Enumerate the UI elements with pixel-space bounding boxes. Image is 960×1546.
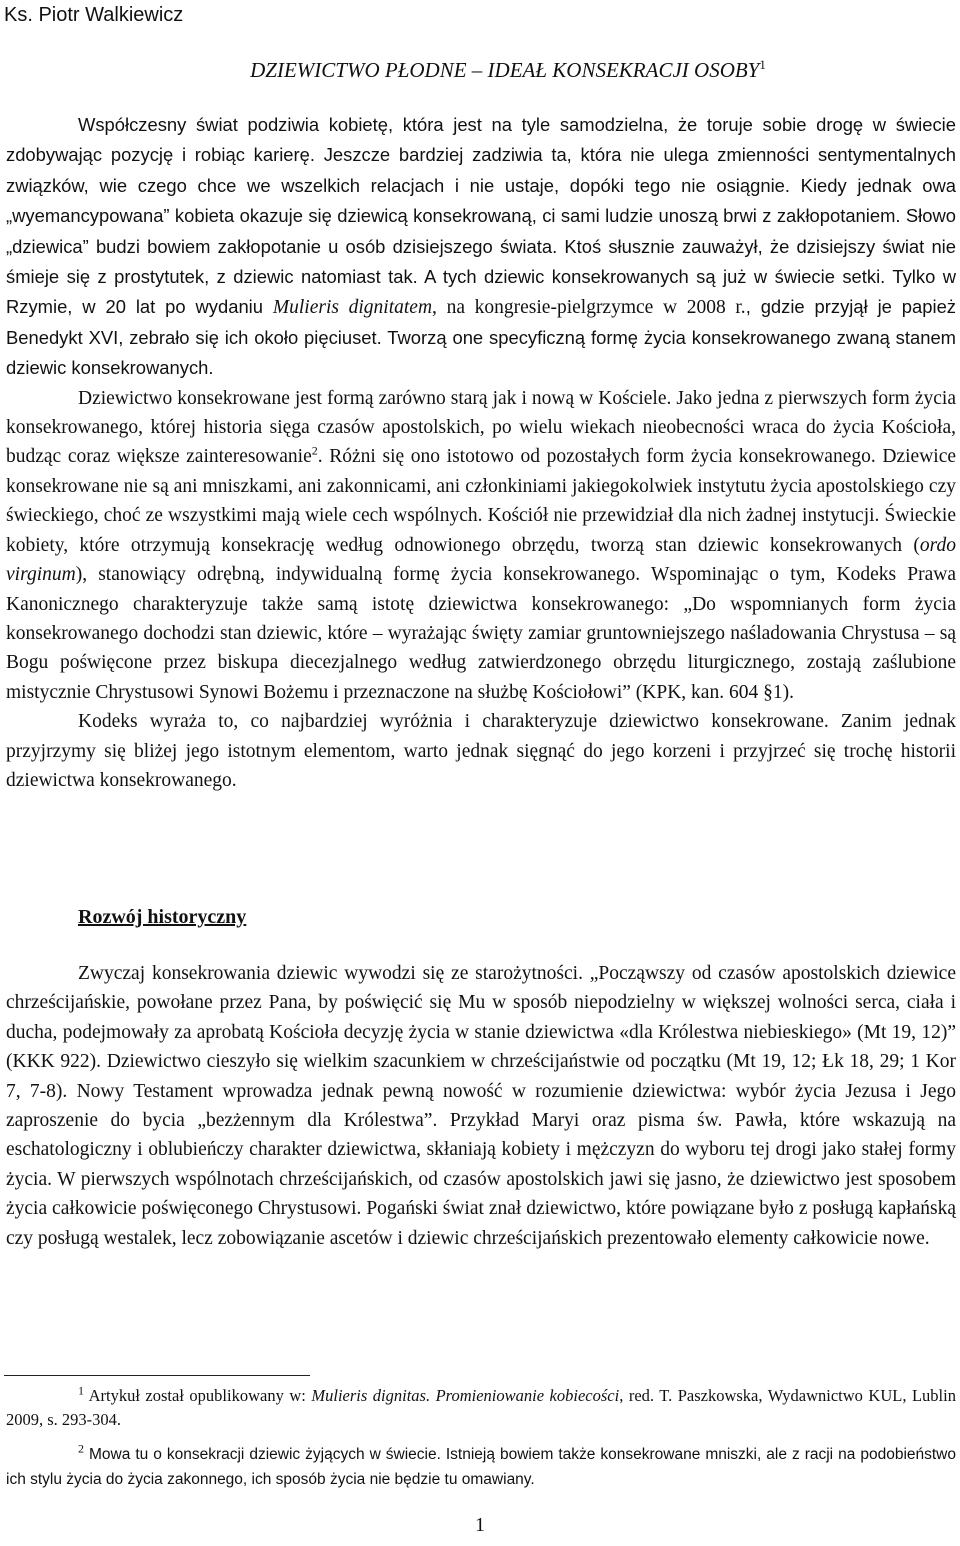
footnote-1-number: 1 — [78, 1383, 84, 1398]
article-title — [0, 56, 960, 84]
footnotes — [6, 1384, 956, 1492]
title-footnote-ref[interactable]: 1 — [759, 57, 766, 72]
intro-p1-text-b: , na kongresie-pielgrzymce w 2008 r. — [432, 297, 746, 319]
intro-p2-text: Dziewictwo konsekrowane jest formą zarówno starą jak i nową w Kościele. Jako jedna z pierwszych form życia konsekrowanego, której historia sięga czasów apostolskich, po wielu wiekach nieobecności wraca do życia Kościoła, budząc coraz większe zainteresowanie — [6, 387, 956, 468]
footnote-2-number: 2 — [78, 1441, 84, 1456]
intro-paragraph-2 — [6, 384, 956, 707]
intro-p2-italic: ordo virginum — [6, 534, 956, 586]
intro-section — [6, 110, 956, 795]
intro-paragraph-1 — [6, 110, 956, 384]
footnote-2 — [6, 1442, 956, 1492]
footnote-1-text-b: , red. T. Paszkowska, Wydawnictwo KUL, Lublin 2009, s. 293-304. — [6, 1386, 956, 1429]
author-name: Ks. Piotr Walkiewicz — [4, 4, 184, 26]
footnote-ref-2[interactable]: 2 — [311, 443, 318, 458]
intro-p2-text-c: ), stanowiący odrębną, indywidualną formę życia konsekrowanego. Wspominając o tym, Kodeks Prawa Kanonicznego charakteryzuje także samą istotę dziewictwa konsekrowanego: „Do wspomnianych form życia konsekrowanego dochodzi stan dziewic, które – wyrażając święty zamiar gruntowniejszego naśladowania Chrystusa – są Bogu poświęcone przez biskupa diecezjalnego według zatwierdzonego obrzędu liturgicznego, zostają zaślubione mistycznie Chrystusowi Synowi Bożemu i przeznaczone na służbę Kościołowi” (KPK, kan. 604 §1). — [6, 564, 956, 703]
footnote-1-text: Artykuł został opublikowany w: — [84, 1386, 312, 1405]
footnote-1 — [6, 1384, 956, 1432]
footnote-2-text: Mowa tu o konsekracji dziewic żyjących w świecie. Istnieją bowiem także konsekrowane mniszki, ale z racji na podobieństwo ich stylu życia do życia zakonnego, ich sposób życia nie będzie tu omawiany. — [6, 1446, 956, 1488]
history-paragraph-1: Zwyczaj konsekrowania dziewic wywodzi się ze starożytności. „Począwszy od czasów apostolskich dziewice chrześcijańskie, powołane przez Pana, by poświęcić się Mu w sposób niepodzielny w większej wolności serca, ciała i ducha, podejmowały za aprobatą Kościoła decyzję życia w stanie dziewictwa «dla Królestwa niebieskiego» (Mt 19, 12)” (KKK 922). Dziewictwo cieszyło się wielkim szacunkiem w chrześcijaństwie od początku (Mt 19, 12; Łk 18, 29; 1 Kor 7, 7-8). Nowy Testament wprowadza jednak pewną nowość w rozumienie dziewictwa: wybór życia Jezusa i Jego zaproszenie do bycia „bezżennym dla Królestwa”. Przykład Maryi oraz pisma św. Pawła, które wskazują na eschatologiczny i oblubieńczy charakter dziewictwa, skłaniają kobiety i mężczyzn do wyboru tej drogi jako stałej formy życia. W pierwszych wspólnotach chrześcijańskich, od czasów apostolskich jawi się jasno, że dziewictwo jest sposobem życia całkowicie poświęconego Chrystusowi. Pogański świat znał dziewictwo, które powiązane było z posługą kapłańską czy posługą westalek, lecz zobowiązanie ascetów i dziewic chrześcijańskich prezentowało elementy całkowicie nowe. — [6, 963, 956, 1249]
intro-p1-text: Współczesny świat podziwia kobietę, która jest na tyle samodzielna, że toruje sobie drogę w świecie zdobywając pozycję i robiąc karierę. Jeszcze bardziej zadziwia ta, która nie ulega zmienności sentymentalnych związków, wie czego chce we wszelkich relacjach i nie ustaje, dopóki tego nie osiągnie. Kiedy jednak owa „wyemancypowana” kobieta okazuje się dziewicą konsekrowaną, ci sami ludzie unoszą brwi z zakłopotaniem. Słowo „dziewica” budzi bowiem zakłopotanie u osób dzisiejszego świata. Ktoś słusznie zauważył, że dzisiejszy świat nie śmieje się z prostytutek, z dziewic natomiast tak. A tych dziewic konsekrowanych są już w świecie setki. Tylko w Rzymie, w 20 lat po wydaniu — [6, 114, 956, 318]
history-section — [6, 959, 956, 1253]
intro-p1-italic: Mulieris dignitatem — [272, 297, 433, 319]
title-text: DZIEWICTWO PŁODNE – IDEAŁ KONSEKRACJI OSOBY — [250, 58, 760, 82]
intro-paragraph-3: Kodeks wyraża to, co najbardziej wyróżnia i charakteryzuje dziewictwo konsekrowane. Zanim jednak przyjrzymy się bliżej jego istotnym elementom, warto jednak sięgnąć do jego korzeni i przyjrzeć się trochę historii dziewictwa konsekrowanego. — [6, 711, 956, 791]
page-number: 1 — [475, 1514, 485, 1536]
footnote-separator — [4, 1375, 310, 1376]
footnote-1-italic: Mulieris dignitas. Promieniowanie kobiecości — [311, 1386, 620, 1405]
intro-p2-text-b: . Różni się ono istotowo od pozostałych form życia konsekrowanego. Dziewice konsekrowane nie są ani mniszkami, ani zakonnicami, ani członkiniami jakiegokolwiek instytutu życia apostolskiego czy świeckiego, choć ze wszystkimi mają wiele cech wspólnych. Kościół nie przewidział dla nich żadnej instytucji. Świeckie kobiety, które otrzymują konsekrację według odnowionego obrzędu, tworzą stan dziewic konsekrowanych ( — [6, 446, 956, 556]
section-heading: Rozwój historyczny — [78, 906, 247, 928]
intro-p1-text-c: , gdzie przyjął je papież Benedykt XVI, zebrało się ich około pięciuset. Tworzą one specyficzną formę życia konsekrowanego zwaną stanem dziewic konsekrowanych. — [6, 296, 956, 379]
